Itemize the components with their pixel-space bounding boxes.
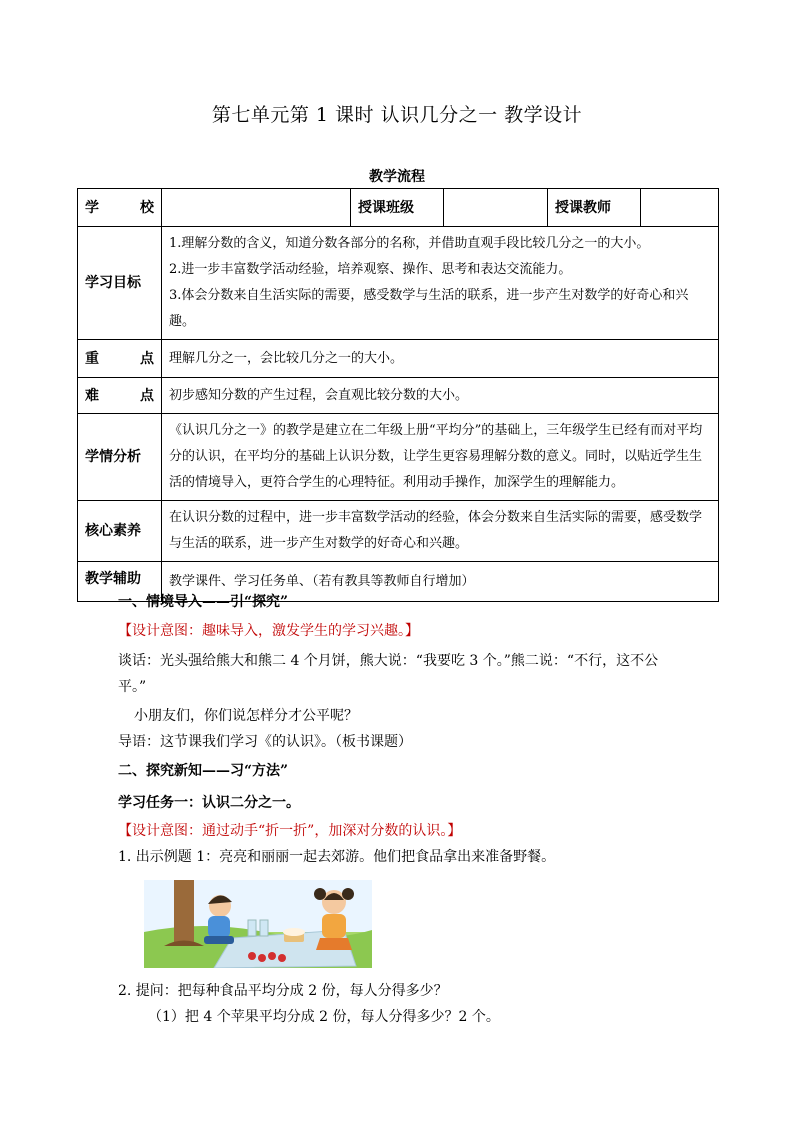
key-point-label: 重 点 xyxy=(78,340,162,378)
section1-guide: 导语：这节课我们学习《的认识》。（板书课题） xyxy=(118,734,412,750)
key-point-value: 理解几分之一，会比较几分之一的大小。 xyxy=(162,340,719,378)
section2-design-note: 【设计意图：通过动手“折一折”，加深对分数的认识。】 xyxy=(118,823,462,839)
aids-value: 教学课件、学习任务单、（若有教具等教师自行增加） xyxy=(162,562,719,602)
key-point-row xyxy=(78,340,719,378)
aids-label: 教学辅助 xyxy=(78,562,162,602)
header-row xyxy=(78,189,719,227)
goals-content xyxy=(162,227,719,340)
question2-sub1: （1）把 4 个苹果平均分成 2 份，每人分得多少？2 个。 xyxy=(148,1009,500,1025)
lesson-plan-table xyxy=(77,188,719,602)
class-label: 授课班级 xyxy=(351,189,444,227)
document-title: 第七单元第 1 课时 认识几分之一 教学设计 xyxy=(211,104,583,126)
school-value xyxy=(162,189,351,227)
goal-item: 3.体会分数来自生活实际的需要，感受数学与生活的联系，进一步产生对数学的好奇心和兴趣。 xyxy=(169,288,689,329)
analysis-row xyxy=(78,414,719,501)
class-value xyxy=(444,189,548,227)
teacher-value xyxy=(641,189,719,227)
analysis-label: 学情分析 xyxy=(78,414,162,501)
literacy-value: 在认识分数的过程中，进一步丰富数学活动的经验，体会分数来自生活实际的需要，感受数学与生活的联系，进一步产生对数学的好奇心和兴趣。 xyxy=(162,501,719,562)
example1-text: 1. 出示例题 1：亮亮和丽丽一起去郊游。他们把食品拿出来准备野餐。 xyxy=(118,849,556,865)
goals-row xyxy=(78,227,719,340)
literacy-label: 核心素养 xyxy=(78,501,162,562)
picnic-illustration xyxy=(144,880,372,968)
literacy-row xyxy=(78,501,719,562)
task1-heading: 学习任务一：认识二分之一。 xyxy=(118,795,300,811)
difficulty-value: 初步感知分数的产生过程，会直观比较分数的大小。 xyxy=(162,378,719,414)
difficulty-row xyxy=(78,378,719,414)
school-label: 学 校 xyxy=(78,189,162,227)
teacher-label: 授课教师 xyxy=(548,189,641,227)
section1-talk: 谈话：光头强给熊大和熊二 4 个月饼，熊大说：“我要吃 3 个。”熊二说：“不行，这不公平。” xyxy=(118,653,659,695)
difficulty-label: 难 点 xyxy=(78,378,162,414)
section1-design-note: 【设计意图：趣味导入，激发学生的学习兴趣。】 xyxy=(118,623,419,639)
section2-heading: 二、探究新知——习“方法” xyxy=(118,763,289,779)
goal-item: 2.进一步丰富数学活动经验，培养观察、操作、思考和表达交流能力。 xyxy=(169,262,572,277)
question2-text: 2. 提问：把每种食品平均分成 2 份，每人分得多少？ xyxy=(118,983,448,999)
goals-label: 学习目标 xyxy=(78,227,162,340)
table-caption: 教学流程 xyxy=(369,169,425,185)
analysis-value: 《认识几分之一》的教学是建立在二年级上册“平均分”的基础上，三年级学生已经有而对平均分的认识，在平均分的基础上认识分数，让学生更容易理解分数的意义。同时，以贴近学生生活的情境导入，更符合学生的心理特征。利用动手操作，加深学生的理解能力。 xyxy=(162,414,719,501)
section1-heading: 一、情境导入——引“探究” xyxy=(118,594,289,610)
section1-question: 小朋友们，你们说怎样分才公平呢？ xyxy=(134,708,358,724)
goal-item: 1.理解分数的含义，知道分数各部分的名称，并借助直观手段比较几分之一的大小。 xyxy=(169,236,650,251)
